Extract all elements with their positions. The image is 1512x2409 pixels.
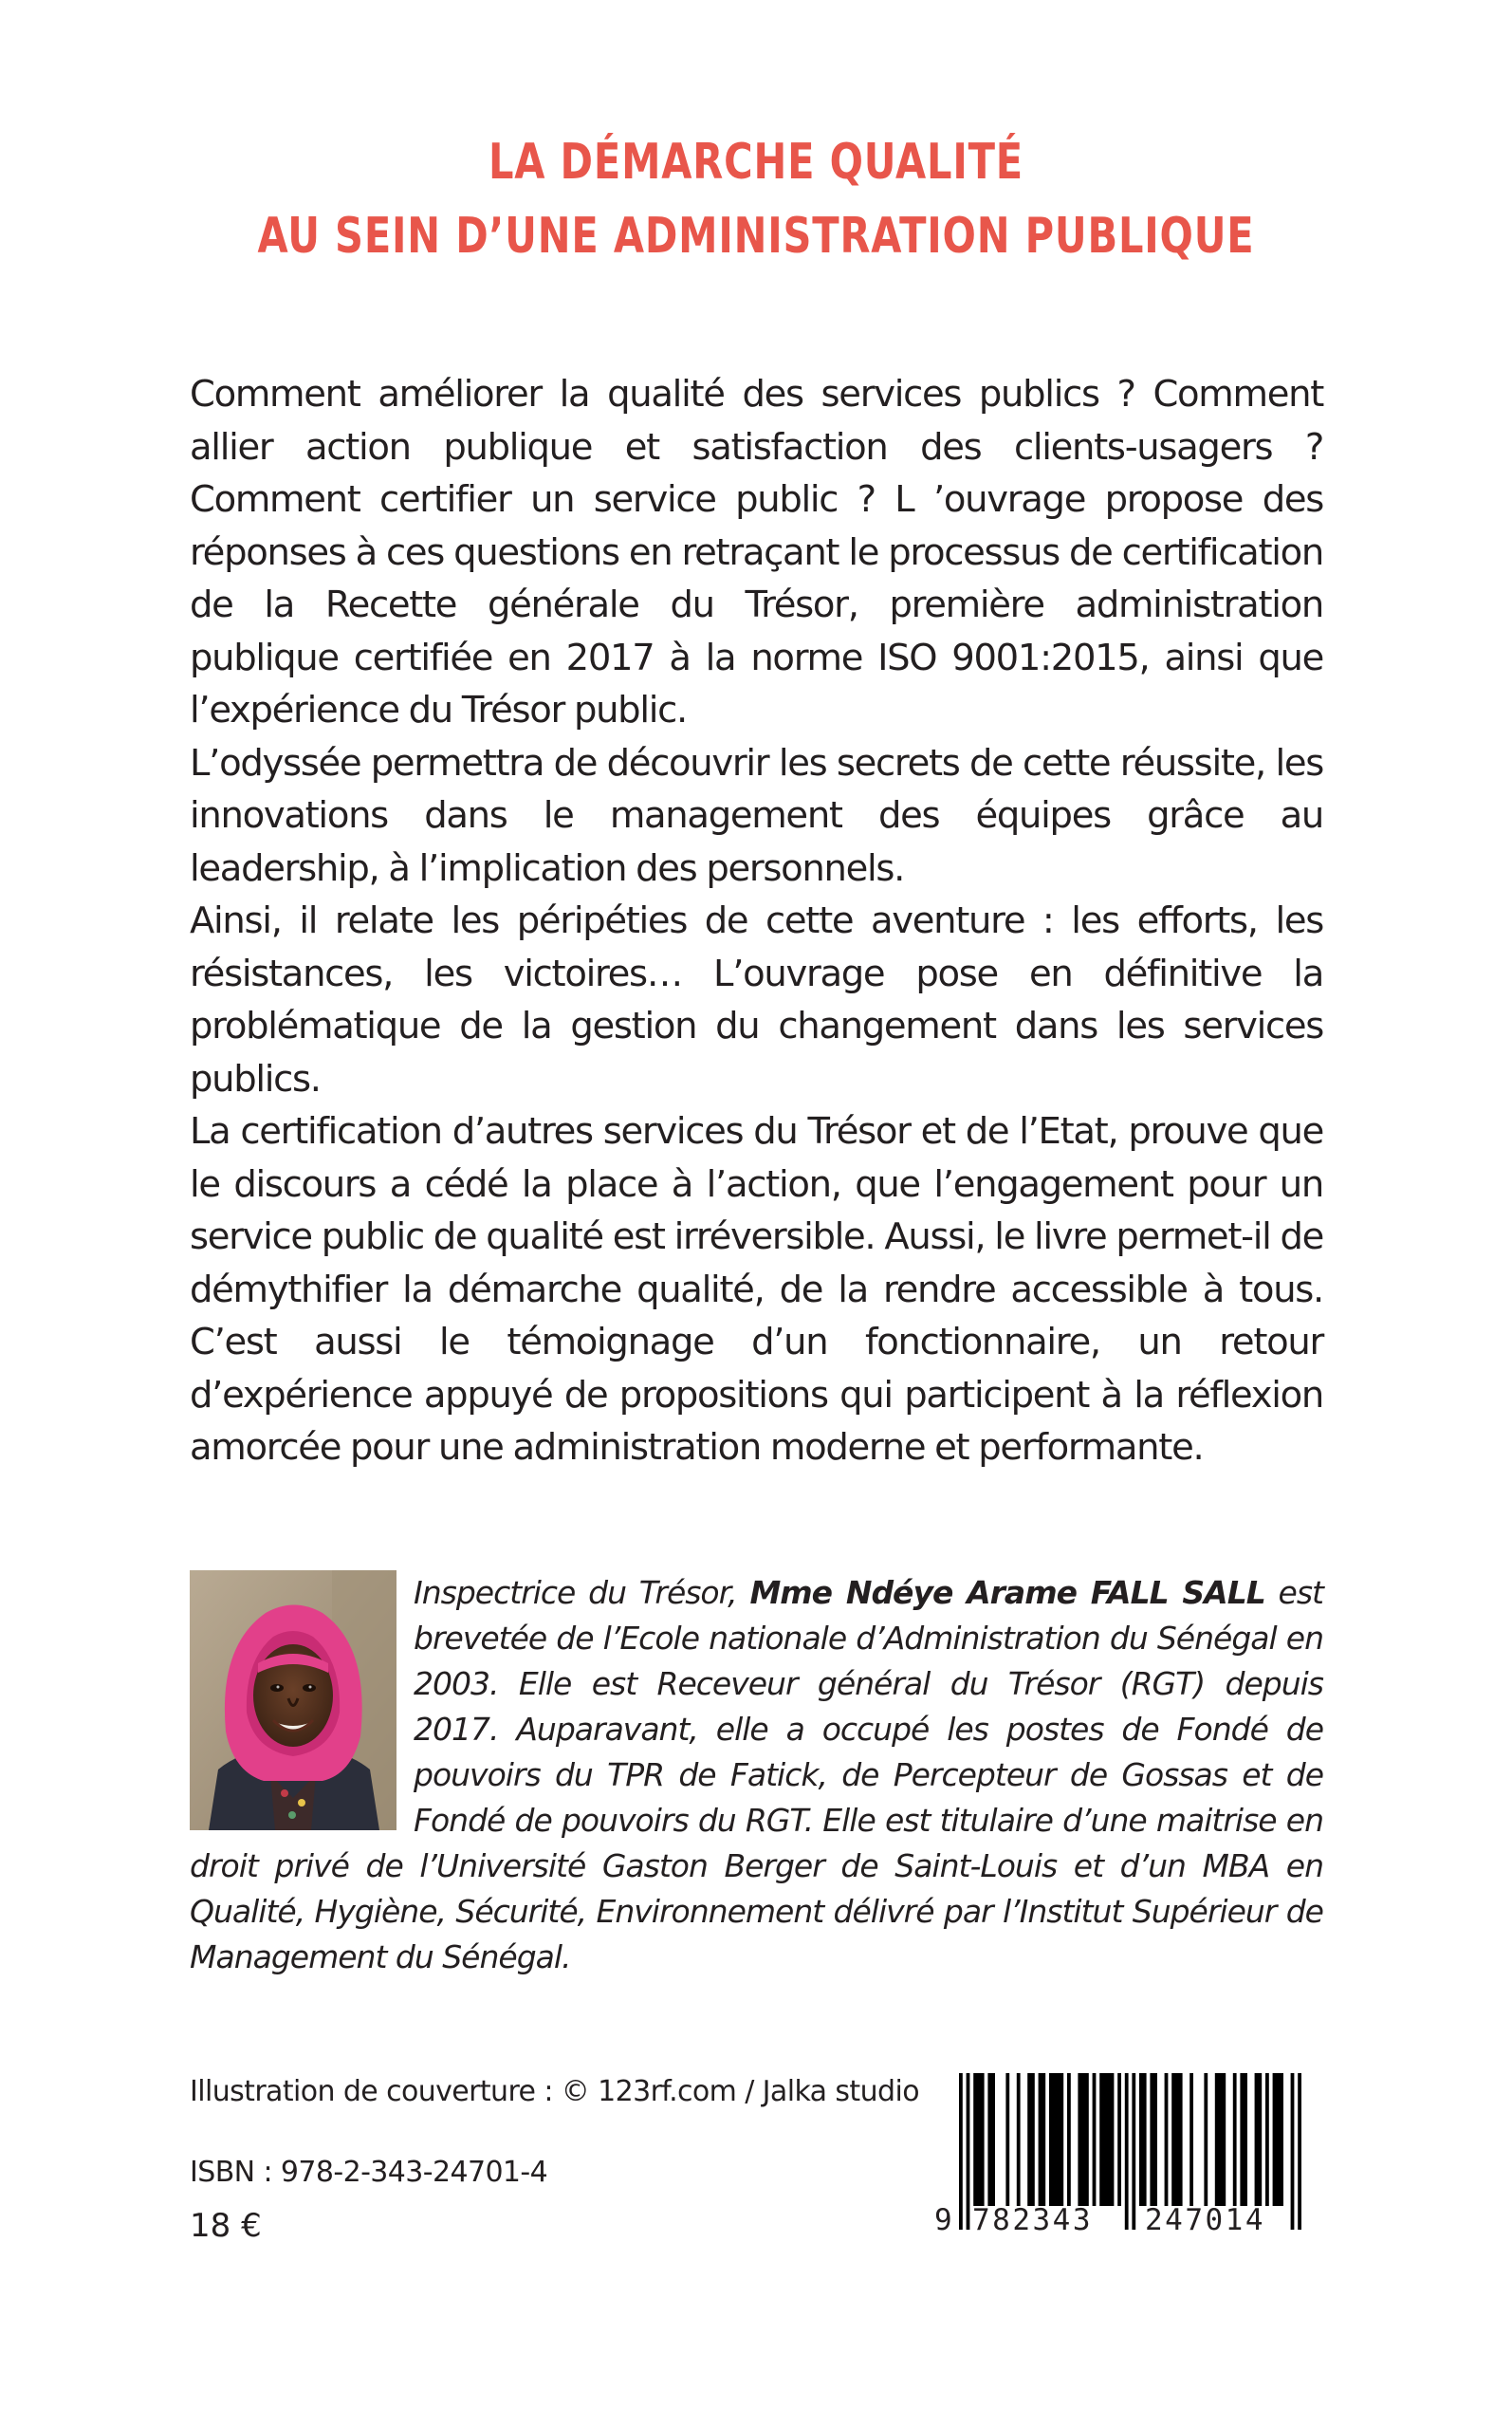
book-title-line-1: LA DÉMARCHE QUALITÉ: [488, 134, 1024, 191]
barcode-bar-5: [1017, 2073, 1021, 2206]
barcode-bar-3: [987, 2073, 995, 2206]
summary-paragraph-4: La certification d’autres services du Trésor et de l’Etat, prouve que le discours a cédé la place à l’action, que l’engagement pour un service public de qualité est irréversible. Aussi, le livre permet-il de démythifier la démarche qualité, de la rendre accessible à tous. C’est aussi le témoignage d’un fonctionnaire, un retour d’expérience appuyé de propositions qui participent à la réflexion amorcée pour une administration moderne et performante.: [190, 1110, 1323, 1469]
author-bio: [190, 1570, 1323, 1980]
barcode-bar-2: [973, 2073, 984, 2206]
barcode-bar-24: [1240, 2073, 1247, 2206]
author-name: Mme Ndéye Arame FALL SALL: [749, 1574, 1265, 1611]
author-bio-rest: est brevetée de l’Ecole nationale d’Administration du Sénégal en 2003. Elle est Receveur général du Trésor (RGT) depuis 2017. Auparavant, elle a occupé les postes de Fondé de pouvoirs du TPR de Fatick, de Percepteur de Gossas et de Fondé de pouvoirs du RGT. Elle est titulaire d’une maitrise en droit privé de l’Université Gaston Berger de Saint-Louis et d’un MBA en Qualité, Hygiène, Sécurité, Environnement délivré par l’Institut Supérieur de Management du Sénégal.: [190, 1574, 1323, 1975]
barcode-bar-25: [1255, 2073, 1263, 2206]
cover-credit: Illustration de couverture : © 123rf.com / Jalka studio: [190, 2075, 919, 2108]
barcode-bar-8: [1049, 2073, 1063, 2206]
barcode-bar-12: [1099, 2073, 1114, 2206]
barcode-bar-6: [1027, 2073, 1035, 2206]
barcode-bar-19: [1171, 2073, 1182, 2206]
barcode-bar-27: [1273, 2073, 1283, 2206]
barcode-bar-26: [1265, 2073, 1269, 2206]
barcode-bar-10: [1078, 2073, 1088, 2206]
barcode-bar-4: [1005, 2073, 1009, 2206]
book-summary: [190, 368, 1323, 1474]
barcode-digits: [934, 2201, 1323, 2239]
barcode-digits-left: 782343: [972, 2203, 1093, 2237]
barcode-bar-21: [1204, 2073, 1208, 2206]
summary-paragraph-2: L’odyssée permettra de découvrir les secrets de cette réussite, les innovations dans le management des équipes grâce au leadership, à l’implication des personnels.: [190, 741, 1323, 890]
barcode-bar-17: [1150, 2073, 1157, 2206]
barcode-bar-20: [1189, 2073, 1193, 2206]
barcode-digit-first: 9: [934, 2203, 952, 2237]
barcode-bar-13: [1117, 2073, 1121, 2206]
summary-paragraph-3: Ainsi, il relate les péripéties de cette aventure : les efforts, les résistances, les victoires… L’ouvrage pose en définitive la problématique de la gestion du changement dans les services publics.: [190, 899, 1323, 1101]
book-title: [227, 125, 1284, 273]
isbn: ISBN : 978-2-343-24701-4: [190, 2156, 548, 2189]
author-bio-intro: Inspectrice du Trésor,: [414, 1574, 750, 1611]
summary-paragraph-1: Comment améliorer la qualité des services publics ? Comment allier action publique et satisfaction des clients-usagers ? Comment certifier un service public ? L ’ouvrage propose des réponses à ces questions en retraçant le processus de certification de la Recette générale du Trésor, première administration publique certifiée en 2017 à la norme ISO 9001:2015, ainsi que l’expérience du Trésor public.: [190, 373, 1323, 732]
barcode-bar-11: [1093, 2073, 1097, 2206]
barcode-bar-7: [1039, 2073, 1046, 2206]
barcode-digits-right: 247014: [1145, 2203, 1265, 2237]
price: 18 €: [190, 2207, 262, 2245]
barcode-bar-22: [1215, 2073, 1226, 2206]
barcode-bar-18: [1165, 2073, 1169, 2206]
barcode-bar-23: [1233, 2073, 1237, 2206]
barcode-bar-9: [1067, 2073, 1071, 2206]
barcode-bar-16: [1139, 2073, 1147, 2206]
book-title-line-2: AU SEIN D’UNE ADMINISTRATION PUBLIQUE: [257, 208, 1255, 265]
